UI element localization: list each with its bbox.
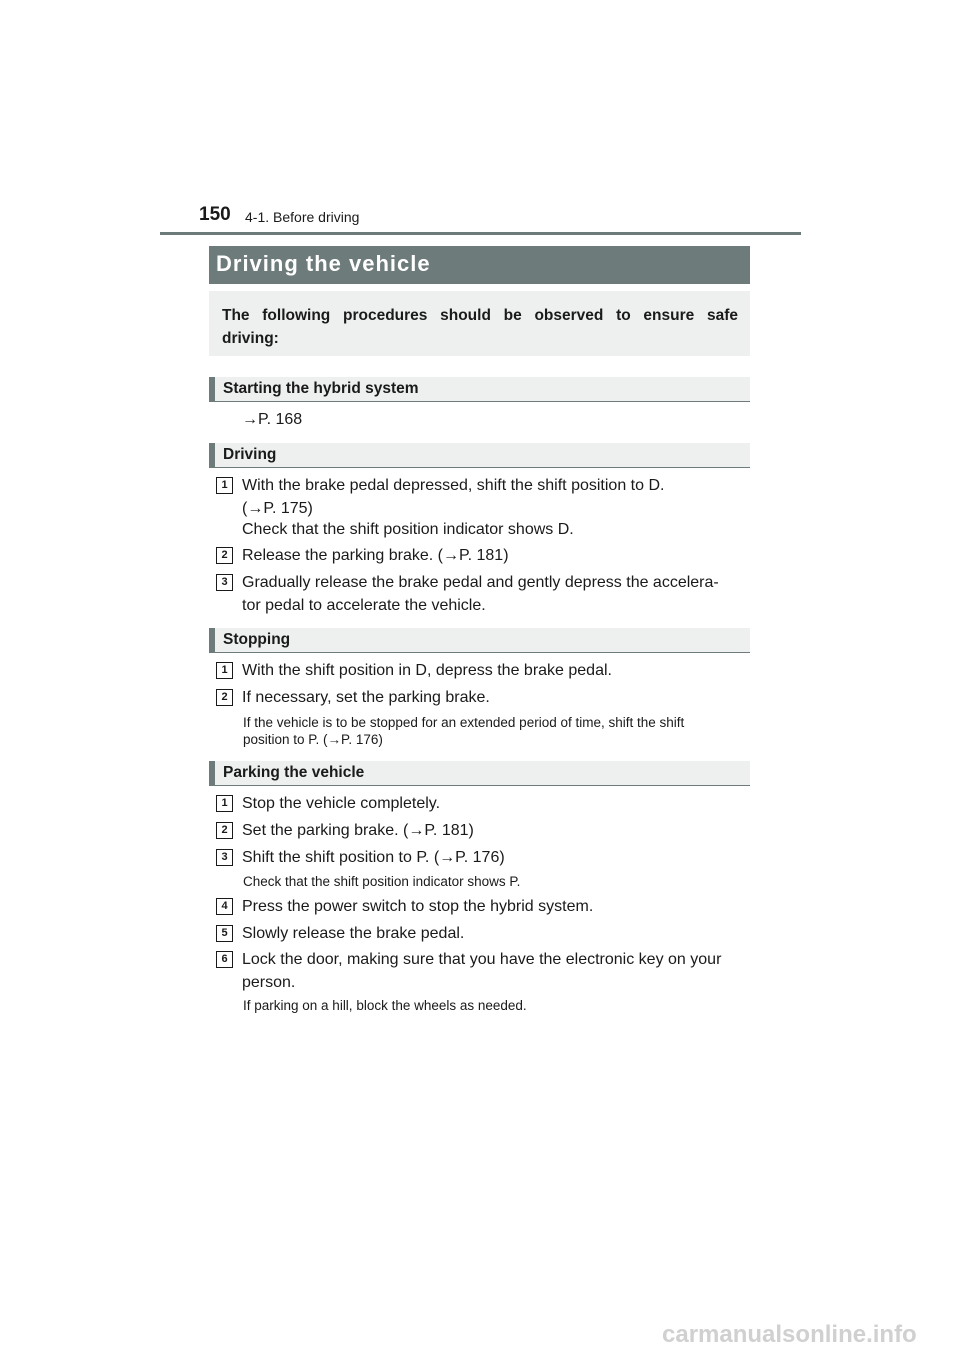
- intro-text: The following procedures should be observed to ensure safe driving:: [222, 307, 738, 347]
- subheading-accent: [209, 443, 215, 468]
- step-text: Slowly release the brake pedal.: [242, 925, 465, 942]
- step-note: If the vehicle is to be stopped for an extended period of time, shift the shift: [243, 715, 685, 730]
- subheading-parking: [209, 761, 750, 786]
- subheading-stopping: [209, 628, 750, 653]
- step-number-badge: 4: [216, 898, 233, 915]
- header-divider: [160, 232, 801, 235]
- step-number-badge: 2: [216, 547, 233, 564]
- step-text: With the shift position in D, depress the brake pedal.: [242, 662, 612, 679]
- step-number-badge: 3: [216, 574, 233, 591]
- step-text: With the brake pedal depressed, shift the shift position to D.: [242, 477, 665, 494]
- subheading-accent: [209, 377, 215, 402]
- section-breadcrumb: 4-1. Before driving: [245, 209, 360, 225]
- step-number-badge: 6: [216, 951, 233, 968]
- step-number-badge: 5: [216, 925, 233, 942]
- subheading-accent: [209, 761, 215, 786]
- step-note: Check that the shift position indicator shows P.: [243, 874, 521, 889]
- step-text: Shift the shift position to P. (→P. 176): [242, 849, 505, 866]
- step-text: Set the parking brake. (→P. 181): [242, 822, 474, 839]
- step-number-badge: 1: [216, 795, 233, 812]
- subheading-starting: [209, 377, 750, 402]
- step-number-badge: 1: [216, 662, 233, 679]
- page-number: 150: [199, 204, 231, 225]
- step-note: position to P. (→P. 176): [243, 732, 383, 747]
- subheading-driving: [209, 443, 750, 468]
- subheading-label: Parking the vehicle: [223, 764, 365, 781]
- step-text: Press the power switch to stop the hybrid system.: [242, 898, 594, 915]
- step-number-badge: 3: [216, 849, 233, 866]
- step-note: If parking on a hill, block the wheels as needed.: [243, 998, 527, 1013]
- step-text: Check that the shift position indicator shows D.: [242, 521, 574, 538]
- step-text: person.: [242, 974, 296, 991]
- step-number-badge: 2: [216, 689, 233, 706]
- step-text: Release the parking brake. (→P. 181): [242, 547, 509, 564]
- page-reference-link[interactable]: →P. 168: [242, 411, 303, 428]
- page-title: Driving the vehicle: [216, 251, 431, 276]
- step-text: Gradually release the brake pedal and gently depress the accelera-: [242, 574, 719, 591]
- subheading-label: Stopping: [223, 631, 291, 648]
- watermark-logo: [662, 1318, 952, 1350]
- step-text: tor pedal to accelerate the vehicle.: [242, 597, 486, 614]
- step-text: Lock the door, making sure that you have the electronic key on your: [242, 951, 722, 968]
- subheading-accent: [209, 628, 215, 653]
- step-text[interactable]: (→P. 175): [242, 500, 313, 517]
- step-text: Stop the vehicle completely.: [242, 795, 441, 812]
- watermark-text: carmanualsonline.info: [662, 1321, 917, 1348]
- subheading-label: Driving: [223, 446, 277, 463]
- step-number-badge: 2: [216, 822, 233, 839]
- step-number-badge: 1: [216, 477, 233, 494]
- step-text: If necessary, set the parking brake.: [242, 689, 490, 706]
- subheading-label: Starting the hybrid system: [223, 380, 419, 397]
